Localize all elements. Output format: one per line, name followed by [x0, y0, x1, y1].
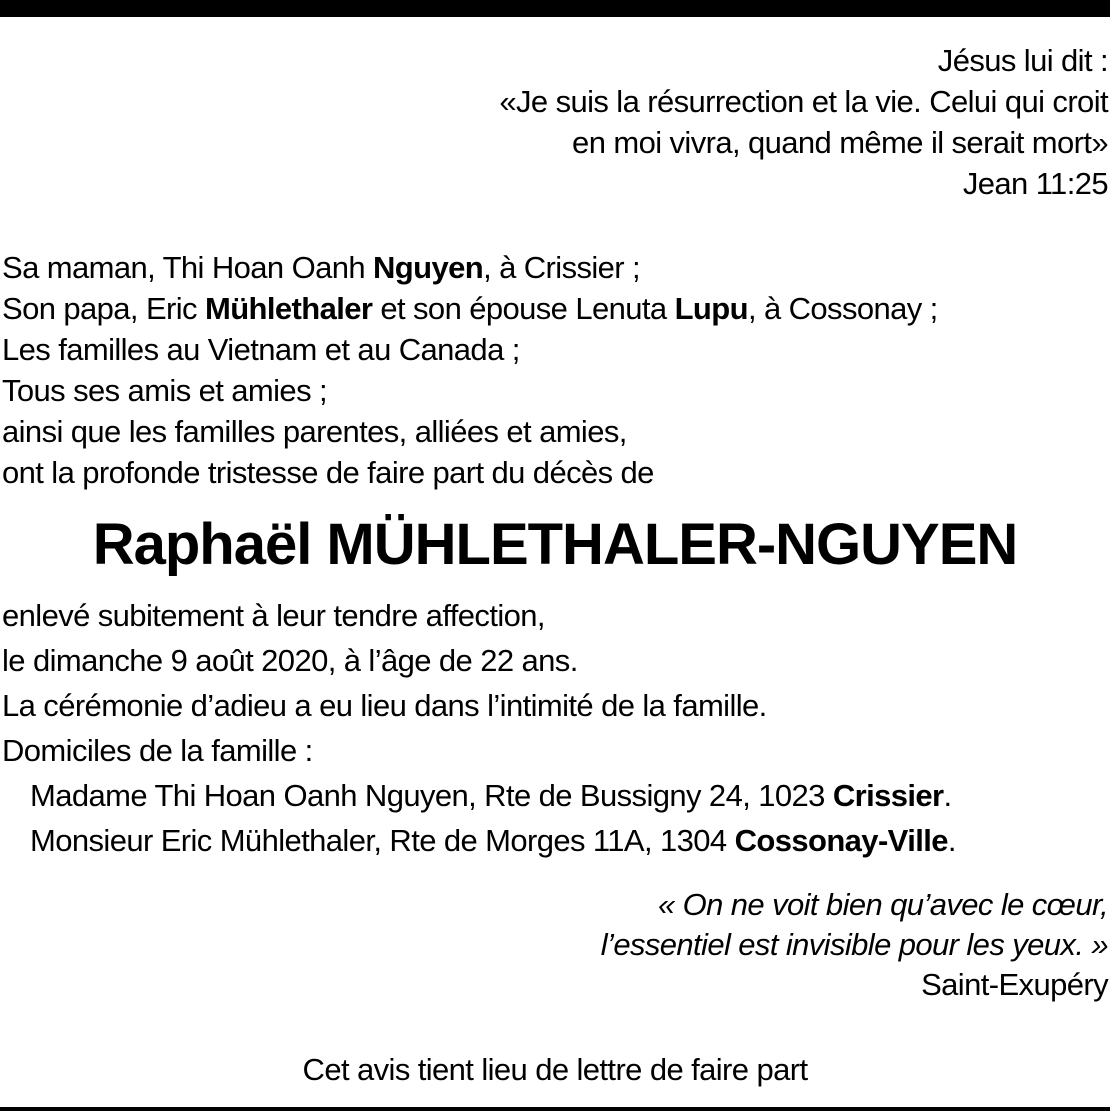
address-2	[2, 818, 956, 863]
family-line-5: ainsi que les familles parentes, alliées et amies,	[2, 414, 627, 449]
family-father-line	[2, 288, 938, 329]
address-1-text: Madame Thi Hoan Oanh Nguyen, Rte de Bussigny 24, 1023	[30, 778, 833, 813]
spouse-surname: Lupu	[674, 291, 748, 326]
family-mother-line	[2, 247, 938, 288]
bottom-rule	[0, 1107, 1110, 1111]
quote-line-1: « On ne voit bien qu’avec le cœur,	[657, 887, 1108, 922]
father-prefix: Son papa, Eric	[2, 291, 205, 326]
details-line-4: Domiciles de la famille :	[2, 733, 313, 768]
address-1-end: .	[943, 778, 952, 813]
saint-exupery-quote	[601, 885, 1108, 1005]
address-2-text: Monsieur Eric Mühlethaler, Rte de Morges 11A, 1304	[30, 823, 735, 858]
deceased-name: Raphaël MÜHLETHALER-NGUYEN	[92, 512, 1018, 577]
father-surname: Mühlethaler	[204, 291, 373, 326]
family-line-6: ont la profonde tristesse de faire part du décès de	[2, 455, 654, 490]
family-line-3: Les familles au Vietnam et au Canada ;	[2, 332, 520, 367]
father-suffix: , à Cossonay ;	[747, 291, 938, 326]
epigraph-quote-line-1: «Je suis la résurrection et la vie. Celui qui croit	[499, 84, 1108, 119]
bible-epigraph	[499, 40, 1108, 204]
mother-surname: Nguyen	[373, 250, 484, 285]
top-rule	[0, 0, 1110, 17]
epigraph-reference: Jean 11:25	[962, 166, 1108, 201]
details-line-3: La cérémonie d’adieu a eu lieu dans l’intimité de la famille.	[2, 688, 767, 723]
death-details	[2, 593, 956, 863]
epigraph-intro: Jésus lui dit :	[937, 43, 1108, 78]
mother-suffix: , à Crissier ;	[483, 250, 641, 285]
father-middle: et son épouse Lenuta	[372, 291, 675, 326]
quote-line-2: l’essentiel est invisible pour les yeux. »	[600, 927, 1108, 962]
details-line-2: le dimanche 9 août 2020, à l’âge de 22 ans.	[2, 643, 578, 678]
family-announcement	[2, 247, 938, 493]
address-1-city: Crissier	[832, 778, 944, 813]
address-2-end: .	[947, 823, 956, 858]
quote-author: Saint-Exupéry	[921, 967, 1108, 1002]
footer-note: Cet avis tient lieu de lettre de faire part	[302, 1052, 808, 1087]
details-line-1: enlevé subitement à leur tendre affection,	[2, 598, 545, 633]
mother-prefix: Sa maman, Thi Hoan Oanh	[2, 250, 374, 285]
family-line-4: Tous ses amis et amies ;	[2, 373, 327, 408]
epigraph-quote-line-2: en moi vivra, quand même il serait mort»	[572, 125, 1108, 160]
address-2-city: Cossonay-Ville	[734, 823, 948, 858]
address-1	[2, 773, 956, 818]
